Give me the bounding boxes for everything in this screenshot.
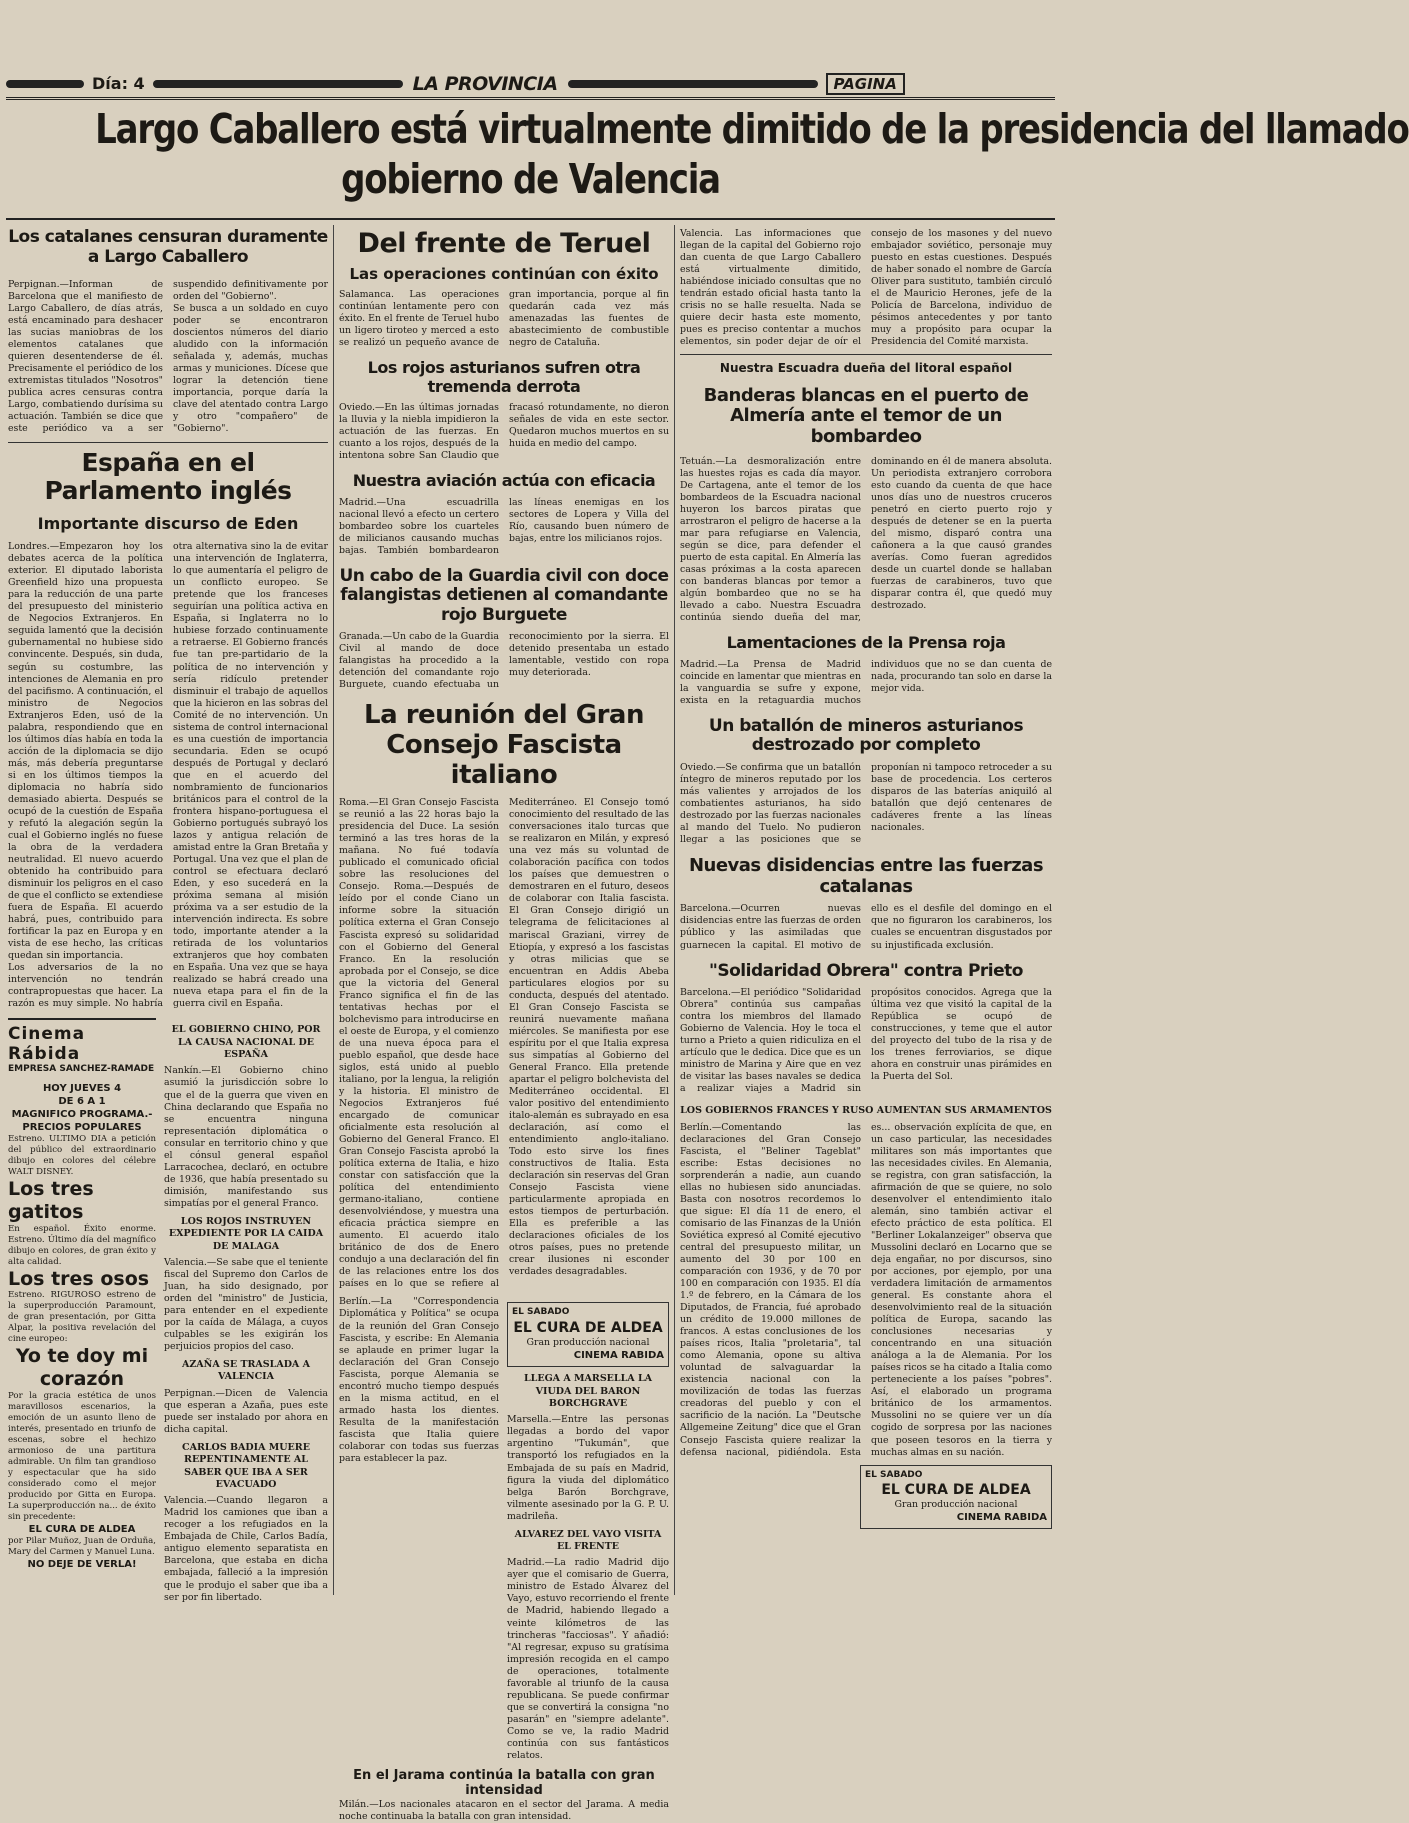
article-escuadra-body: Tetuán.—La desmoralización entre las huestes rojas es cada día mayor. De Cartagena, ante el temor de los bombardeos de la Escuadra nacional huyeron los barcos piratas que arrostraron el peligro de hacerse a la mar para refugiarse en Valencia, según se dice, para defender el puerto de esta capital. En Almería las casas próximas a la costa aparecen con banderas blancas por temor a algún bombardeo que no se ha llevado a cabo. Nuestra Escuadra continúa siendo dueña del mar, dominando en él de manera absoluta. Un periodista extranjero corrobora esto cuando da cuenta de que hace unos días uno de nuestros cruceros penetró en cierto puerto rojo y después de detener se en la puerta del mismo, disparó contra una cañonera a la que causó grandes averías. Como fueran agredidos desde un cuartel donde se hallaban fuerzas de carabineros, tuvo que disparar contra él, que quedó muy destrozado. — [680, 455, 1052, 624]
news-azana-title: AZAÑA SE TRASLADA A VALENCIA — [182, 1359, 310, 1383]
article-guardia-body: Granada.—Un cabo de la Guardia Civil al mando de doce falangistas ha procedido a la detención del comandante rojo Burguete, cuando efectuaba un reconocimiento por la sierra. El detenido presentaba un estado lamentable, vestido con ropa muy deteriorada. — [339, 631, 669, 691]
cinema-ad-footer: NO DEJE DE VERLA! — [27, 1559, 137, 1571]
article-valencia-body: Valencia. Las informaciones que llegan de la capital del Gobierno rojo dan cuenta de que Largo Caballero está virtualmente dimitido, habiéndose iniciado consultas que no tendrán estado oficial hasta tanto la crisis no se halle resuelta. Nada se quiere decir hasta este momento, pues es preciso contentar a muchos elementos, sin poder dejar de oír el consejo de los masones y del nuevo embajador soviético, personaje muy puesto en estas cuestiones. Después de haber sonado el nombre de García Oliver para sustituto, también circuló el de Mauricio Herones, jefe de la Policía de Barcelona, individuo de pésimos antecedentes y por tanto muy a propósito para ocupar la Presidencia del Comité marxista. — [680, 228, 1052, 348]
news-badia-title: CARLOS BADIA MUERE REPENTINAMENTE AL SABER QUE IBA A SER EVACUADO — [182, 1441, 310, 1490]
cura-aldea-ad-title: EL CURA DE ALDEA — [513, 1320, 663, 1337]
cinema-ad-film1-desc: En español. Éxito enorme. Estreno. Último día del magnífico dibujo en colores, de gran éxito y alta calidad. — [8, 1223, 156, 1267]
column-middle — [339, 228, 670, 1823]
cinema-ad-company: EMPRESA SANCHEZ-RAMADE — [8, 1064, 155, 1075]
news-china-body: Nankín.—El Gobierno chino asumió la jurisdicción sobre lo que el de la guerra que viven en China declarando que España no se encuentra ninguna representación diplomática o consular en territorio chino y que el cónsul general español Larracochea, declaró, en octubre de 1936, que había presentado su dimisión, manifestando sus simpatías por el general Franco. — [164, 1065, 328, 1209]
cura-aldea-ad-title: EL CURA DE ALDEA — [881, 1482, 1031, 1499]
news-jarama-body: Milán.—Los nacionales atacaron en el sector del Jarama. A media noche continuaba la batalla con gran intensidad. — [339, 1799, 669, 1823]
article-parlamento-title: España en el Parlamento inglés — [44, 447, 292, 506]
article-asturias-body: Oviedo.—En las últimas jornadas la lluvia y la niebla impidieron la actuación de las fuerzas. En cuanto a los rojos, después de la intentona sobre San Claudio que fracasó rotundamente, no dieron señales de vida en este sector. Quedaron muchos muertos en su huida en medio del campo. — [339, 401, 669, 462]
cinema-ad-film3: Yo te doy mi corazón — [15, 1345, 149, 1391]
divider — [680, 354, 1052, 355]
article-parlamento-subtitle: Importante discurso de Eden — [37, 514, 299, 533]
cinema-ad-estreno: Estreno. ULTIMO DIA a petición del público del extraordinario dibujo en colores del célebre WALT DISNEY. — [8, 1134, 156, 1178]
cinema-ad — [8, 1018, 156, 1603]
article-parlamento-body — [8, 541, 328, 1010]
article-consejo-title: La reunión del Gran Consejo Fascista italiano — [364, 700, 644, 791]
news-malaga-title: LOS ROJOS INSTRUYEN EXPEDIENTE POR LA CAIDA DE MALAGA — [168, 1215, 324, 1252]
article-disidencias-body: Barcelona.—Ocurren nuevas disidencias entre las fuerzas de orden público y las asimiladas que guarnecen la capital. El motivo de ello es el desfile del domingo en el que no figuraron los carabineros, los cuales se encuentran disgustados por su injustificada exclusión. — [680, 903, 1052, 951]
cinema-ad-film1: Los tres gatitos — [8, 1178, 94, 1223]
masthead-page-label: PAGINA — [826, 73, 905, 95]
article-aviacion-title: Nuestra aviación actúa con eficacia — [352, 471, 656, 491]
cinema-ad-time: DE 6 A 1 — [58, 1096, 106, 1108]
article-guardia-title: Un cabo de la Guardia civil con doce falangistas detienen al comandante rojo Burguete — [339, 565, 669, 625]
cura-aldea-ad-right — [860, 1465, 1052, 1530]
article-berlin-body: Berlín.—La "Correspondencia Diplomática y Política" se ocupa de la reunión del Gran Consejo Fascista, y escribe: En Alemania se aplaude en primer lugar la declaración del Gran Consejo Fascista, porque Alemania se encontró mucho tiempo después en la misma actitud, en el armado hasta los dientes. Resulta de la manifestación fascista que Italia quiere colaborar con todas sus fuerzas para establecer la paz. — [339, 1296, 499, 1464]
middle-lower-section — [339, 1296, 669, 1761]
news-marsella-body: Marsella.—Entre las personas llegadas a bordo del vapor argentino "Tukumán", que transportó los refugiados en la Embajada de su país en Madrid, figura la viuda del diplomático belga Barón Borchgrave, vilmente asesinado por la G. P. U. madrileña. — [507, 1414, 669, 1522]
middle-lower-left — [339, 1296, 499, 1761]
lower-left-section — [8, 1018, 328, 1603]
cinema-ad-film3-desc: Por la gracia estética de unos maravillosos escenarios, la emoción de un asunto lleno de interés, presentado en triunfo de escenas, sobre el hechizo armonioso de una partitura admirable. Un film tan grandioso y espectacular que ha sido considerado como el mejor producido por Gitta en Europa. La superproducción na... de éxito sin precedente: — [8, 1391, 156, 1523]
news-azana-body: Perpignan.—Dicen de Valencia que esperan a Azaña, pues este puede ser instalado por ahora en dicha capital. — [164, 1387, 328, 1435]
column-divider-1 — [333, 225, 334, 1595]
news-badia-body: Valencia.—Cuando llegaron a Madrid los camiones que iban a recoger a los refugiados en la Embajada de Chile, Carlos Badía, antiguo elemento separatista en Barcelona, que estaba en dicha embajada, falleció a la impresión que le produjo el saber que iba a ser por fin libertado. — [164, 1495, 328, 1603]
cura-aldea-ad-subtitle: Gran producción nacional — [894, 1499, 1018, 1511]
article-asturias-title: Los rojos asturianos sufren otra tremenda derrota — [367, 358, 641, 396]
news-jarama-title: En el Jarama continúa la batalla con gran intensidad — [353, 1767, 655, 1799]
news-marsella-title: LLEGA A MARSELLA LA VIUDA DEL BARON BORCHGRAVE — [523, 1373, 653, 1410]
article-gobiernos-body: Berlín.—Comentando las declaraciones del Gran Consejo Fascista, el "Beliner Tageblat" escribe: Estas decisiones no sorprenderán a nadie, aun cuando ellas no hubiesen sido anunciadas. Basta con nosotros recordemos lo que sigue: El día 11 de enero, el comisario de las Finanzas de la Unión Soviética expresó al Comité ejecutivo central del presupuesto militar, un aumento del 30 por 100 en comparación con 1936, y de 70 por 100 en comparación con 1935. El día 1.º de febrero, en la Cámara de los Diputados, de Francia, fué aprobado un crédito de 19.000 millones de francos. A estas conclusiones de los países ricos, Italia "proletaria", tal como Alemania, opone su altiva voluntad de salvaguardar la existencia nacional con la movilización de todas las fuerzas creadoras del pueblo y con el sacrificio de la nación. La "Deutsche Allgemeine Zeitung" dice que el Gran Consejo Fascista quiere realizar la defensa nacional, pidiéndola. Esta es... observación explícita de que, en un caso particular, las necesidades militares son más importantes que las necesidades civiles. En Alemania, se registra, con gran satisfacción, la afirmación de que se quiere, no solo desenvolver el entendimiento italo alemán, sino también activar el efecto práctico de esta política. El "Berliner Lokalanzeiger" observa que Mussolini declaró en Locarno que se deja engañar, no por discursos, sino por acciones, por ejemplo, por una verdadera limitación de armamentos general. Es constante ahora el desenvolvimiento real de la situación política de Europa, sacando las conclusiones necesarias y concentrando en una situación análoga a la de Alemania. Por los países ricos se ha citado a Italia como perteneciente a los países "pobres". Así, el elaborado un programa británico de los armamentos. Mussolini no se quiere ver un día cogido de sorpresa por las naciones que poseen tesoros en la tierra y muchas almas en su nación. — [680, 1121, 1052, 1458]
cinema-ad-film4-desc: por Pilar Muñoz, Juan de Orduña, Mary del Carmen y Manuel Luna. — [8, 1536, 156, 1558]
cinema-ad-title: Cinema Rábida — [8, 1024, 86, 1065]
cura-aldea-ad-cinema: CINEMA RABIDA — [573, 1350, 664, 1362]
masthead-bar-middle-right — [568, 80, 818, 88]
cinema-ad-film2-desc: Estreno. RIGUROSO estreno de la superproducción Paramount, de gran presentación, por Gitta Alpar, la positiva revelación del cine europeo: — [8, 1290, 156, 1345]
article-consejo-body: Roma.—El Gran Consejo Fascista se reunió a las 22 horas bajo la presidencia del Duce. La sesión terminó a las tres horas de la mañana. No fué todavía publicado el comunicado oficial sobre las resoluciones del Consejo. Roma.—Después de leído por el conde Ciano un informe sobre la situación política externa el Gran Consejo Fascista expresó su solidaridad con el Gobierno del General Franco. En la resolución aprobada por el Consejo, se dice que la victoria del General Franco significa el fin de las tentativas hechas por el bolchevismo para introducirse en el oeste de Europa, y el comienzo de una nueva época para el pueblo español, que desde hace siglos, está unido al pueblo italiano, por la lengua, la religión y la historia. El ministro de Negocios Extranjeros fué encargado de comunicar oficialmente esta resolución al Gobierno del General Franco. El Gran Consejo Fascista aprobó la política externa de Italia, e hizo constar con satisfacción que la política del entendimiento germano-italiano, contiene desenvolviéndose, y muestra una eficacia práctica siempre en aumento. El acuerdo italo británico de dos de Enero condujo a una declaración del fin de las relaciones entre los dos países en lo que se refiere al Mediterráneo. El Consejo tomó conocimiento del resultado de las conversaciones italo turcas que se realizaron en Milán, y expresó una vez más su voluntad de colaboración pacífica con todos los países que demuestren o demostraren en el futuro, deseos de colaborar con Italia fascista. El Gran Consejo dirigió un telegrama de felicitaciones al mariscal Graziani, virrey de Etiopía, y expresó a los fascistas y otras milicias que se encuentran en Addis Abeba particulares elogios por su conducta, después del atentado. El Gran Consejo Fascista se reunirá nuevamente mañana miércoles. Se manifiesta por ese espíritu por el que Italia expresa sus simpatías al Gobierno del General Franco. Ella pretende apartar el peligro bolchevista del Mediterráneo occidental. El valor positivo del entendimiento italo-alemán es subrayado en esa declaración, así como el entendimiento anglo-italiano. Todo esto sirve los fines constructivos de Italia. Esta declaración sin reservas del Gran Consejo Fascista viene particularmente apropiada en estos tiempos de perturbación. Ella es preferible a las declaraciones oficiales de los otros países, pues no pretende crear ilusiones ni esconder verdades desagradables. — [339, 797, 670, 1290]
masthead-newspaper-name: LA PROVINCIA — [412, 72, 558, 95]
news-vayo-title: ALVAREZ DEL VAYO VISITA EL FRENTE — [514, 1528, 662, 1552]
article-mineros-title: Un batallón de mineros asturianos destrozado por completo — [708, 715, 1024, 756]
cura-aldea-ad-subtitle: Gran producción nacional — [526, 1337, 650, 1349]
article-parlamento-para2: Los adversarios de la no intervención no tendrán contrapropuestas que hacer. La razón es muy simple. No habría otra alternativa sino la de evitar una intervención de Inglaterra, lo que aumentaría el peligro de un conflicto europeo. Se pretende que los franceses seguirían una política activa en España, si Inglaterra no lo hubiese forzado continuamente a retraerse. El Gobierno francés fue tan pre-partidario de la política de no intervención y sería ridículo pretender disminuir el trabajo de aquellos que la hicieron en las sobras del Comité de no intervención. Un sistema de control internacional es una cuestión de importancia secundaria. Eden se ocupó después de Portugal y declaró que en el acuerdo del nombramiento de funcionarios británicos para el control de la frontera hispano-portuguesa el Gobierno portugués subrayó los lazos y antigua relación de amistad entre la Gran Bretaña y Portugal. Una vez que el plan de control se efectuara declaró Eden, y eso sucederá en la próxima semana al misión próxima va a ser estudio de la intervención indirecta. Es sobre todo, importante atender a la retirada de los voluntarios extranjeros que hoy combaten en España. Una vez que se haya realizado se habrá creado una nueva etapa para el fin de la guerra civil en España. — [8, 541, 328, 1010]
article-teruel-title: Del frente de Teruel — [357, 228, 651, 259]
article-teruel-body: Salamanca. Las operaciones continúan lentamente pero con éxito. En el frente de Teruel hubo un ligero tiroteo y merced a esto se realizó un pequeño avance de gran importancia, porque al fin quedarán cada vez más amenazadas las fuentes de abastecimiento de combustible negro de Cataluña. — [339, 289, 669, 349]
headline-rule — [6, 218, 1055, 220]
column-left — [8, 227, 328, 1603]
middle-lower-right — [507, 1296, 669, 1761]
article-mineros-body: Oviedo.—Se confirma que un batallón íntegro de mineros reputado por los más valientes y arrojados de los combatientes asturianos, ha sido destrozado por las fuerzas nacionales al mando del Tuelo. No pudieron llegar a las posiciones que se proponían ni tampoco retroceder a su base de procedencia. Los certeros disparos de las baterías aniquiló al batallón que dejó centenares de cadáveres frente a las líneas nacionales. — [680, 761, 1052, 845]
cinema-ad-program: MAGNIFICO PROGRAMA.- PRECIOS POPULARES — [11, 1109, 153, 1134]
masthead-bar-left — [6, 80, 84, 88]
masthead-bar-middle-left — [153, 80, 403, 88]
cinema-ad-date: HOY JUEVES 4 — [42, 1083, 122, 1095]
cinema-ad-film2: Los tres osos — [8, 1267, 150, 1290]
news-china-title: EL GOBIERNO CHINO, POR LA CAUSA NACIONAL DE ESPAÑA — [171, 1024, 321, 1061]
cura-aldea-ad-label: EL SABADO — [512, 1307, 570, 1318]
article-catalanes-para2: Se busca a un soldado en cuyo poder se encontraron doscientos números del diario aludido con la información señalada y, además, muchas armas y municiones. Dícese que lograr la detención tiene importancia, porque daría la clave del atentado contra Largo y otro "compañero" de "Gobierno". — [173, 303, 328, 435]
main-headline-line2: gobierno de Valencia — [341, 155, 720, 203]
cura-aldea-ad-label: EL SABADO — [865, 1469, 923, 1480]
cura-aldea-ad-cinema: CINEMA RABIDA — [956, 1512, 1047, 1524]
masthead-day: Día: 4 — [92, 74, 145, 93]
masthead — [6, 70, 1055, 100]
article-disidencias-title: Nuevas disidencias entre las fuerzas catalanas — [688, 855, 1044, 897]
article-gobiernos-title: LOS GOBIERNOS FRANCES Y RUSO AUMENTAN SUS ARMAMENTOS — [680, 1105, 1052, 1117]
article-escuadra-kicker: Nuestra Escuadra dueña del litoral español — [719, 361, 1013, 376]
divider — [8, 442, 328, 443]
lower-left-news — [164, 1018, 328, 1603]
article-prensa-title: Lamentaciones de la Prensa roja — [726, 633, 1006, 653]
cura-aldea-ad-middle — [507, 1302, 669, 1367]
article-solidaridad-title: "Solidaridad Obrera" contra Prieto — [709, 960, 1023, 981]
cinema-ad-film4: EL CURA DE ALDEA — [28, 1524, 136, 1536]
column-divider-2 — [674, 225, 675, 1595]
article-aviacion-body: Madrid.—Una escuadrilla nacional llevó a efecto un certero bombardeo sobre los cuarteles de milicianos causando muchas bajas. También bombardearon las líneas enemigas en los sectores de Lopera y Villa del Río, causando buen número de bajas, entre los milicianos rojos. — [339, 496, 669, 556]
main-headline-line1: Largo Caballero está virtualmente dimitido de la presidencia del llamado — [95, 105, 1409, 153]
article-escuadra-title: Banderas blancas en el puerto de Almería ante el temor de un bombardeo — [703, 384, 1029, 448]
news-malaga-body: Valencia.—Se sabe que el teniente fiscal del Supremo don Carlos de Juan, ha sido designado, por orden del "ministro" de Justicia, para entender en el expediente por la caída de Málaga, a cuyos culpables se les exigirán los perjuicios propios del caso. — [164, 1256, 328, 1353]
article-parlamento-para1: Londres.—Empezaron hoy los debates acerca de la política exterior. El diputado laborista Greenfield hizo una propuesta para la reducción de una parte del presupuesto del ministerio de Negocios Extranjeros. En seguida lamentó que la decisión gubernamental no hubiese sido convincente. Después, sin duda, según su costumbre, las intenciones de Alemania en pro del pacifismo. A continuación, el ministro de Negocios Extranjeros Eden, usó de la palabra, respondiendo que en los últimos días había en toda la acción de la diplomacia se dijo más, más debería preguntarse si en los últimos tiempos la diplomacia no habría sido demasiado abierta. Después se ocupó de la cuestión de España y refutó la alegación según la cual el Gobierno inglés no fuese la obra de la verdadera neutralidad. El nuevo acuerdo obtenido ha contribuido para disminuir los peligros en el caso de que el conflicto se extendiese fuera de España. El acuerdo habrá, pues, contribuido para fortificar la paz en Europa y en vista de ese hecho, las críticas quedan sin importancia. — [8, 541, 163, 962]
article-catalanes-title: Los catalanes censuran duramente a Largo Caballero — [8, 227, 328, 267]
article-catalanes-body — [8, 279, 328, 435]
article-solidaridad-body: Barcelona.—El periódico "Solidaridad Obrera" continúa sus campañas contra los miembros del llamado Gobierno de Valencia. Hoy le toca el turno a Prieto a quien ridiculiza en el artículo que le dedica. Dice que es un ministro de Marina y Aire que en vez de visitar las bases navales se dedica a realizar viajes a Madrid sin propósitos conocidos. Agrega que la última vez que visitó la capital de la República se ocupó de construcciones, y teme que el autor del proyecto del tubo de la risa y de los trenes ferroviarios, se dique ahora en construir unas pirámides en la Puerta del Sol. — [680, 987, 1052, 1095]
article-catalanes-para1: Perpignan.—Informan de Barcelona que el manifiesto de Largo Caballero, de días atrás, está encaminado para deshacer las sucias maniobras de los elementos catalanes que quieren desentenderse de él. Precisamente el periódico de los extremistas titulados "Nosotros" publica acres censuras contra Largo, combatiendo durísima su actuación. También se dice que este periódico va a ser suspendido definitivamente por orden del "Gobierno". — [8, 279, 328, 435]
article-teruel-subtitle: Las operaciones continúan con éxito — [349, 265, 659, 284]
article-prensa-body: Madrid.—La Prensa de Madrid coincide en lamentar que mientras en la vanguardia se sufre y expone, exista en la retaguardia muchos individuos que no se dan cuenta de nada, procurando tan solo en darse la mejor vida. — [680, 658, 1052, 706]
column-right — [680, 228, 1052, 1593]
main-headline — [95, 104, 1409, 204]
news-vayo-body: Madrid.—La radio Madrid dijo ayer que el comisario de Guerra, ministro de Estado Álvarez del Vayo, estuvo recorriendo el frente de Madrid, habiendo llegado a veinte kilómetros de las trincheras "facciosas". Y añadió: "Al regresar, expuso su gratísima impresión recogida en el campo de operaciones, totalmente favorable al triunfo de la causa republicana. Se puede confirmar que se convertirá la consigna "no pasarán" en "siempre adelante". Como se ve, la radio Madrid continúa con sus fantásticos relatos. — [507, 1557, 669, 1761]
